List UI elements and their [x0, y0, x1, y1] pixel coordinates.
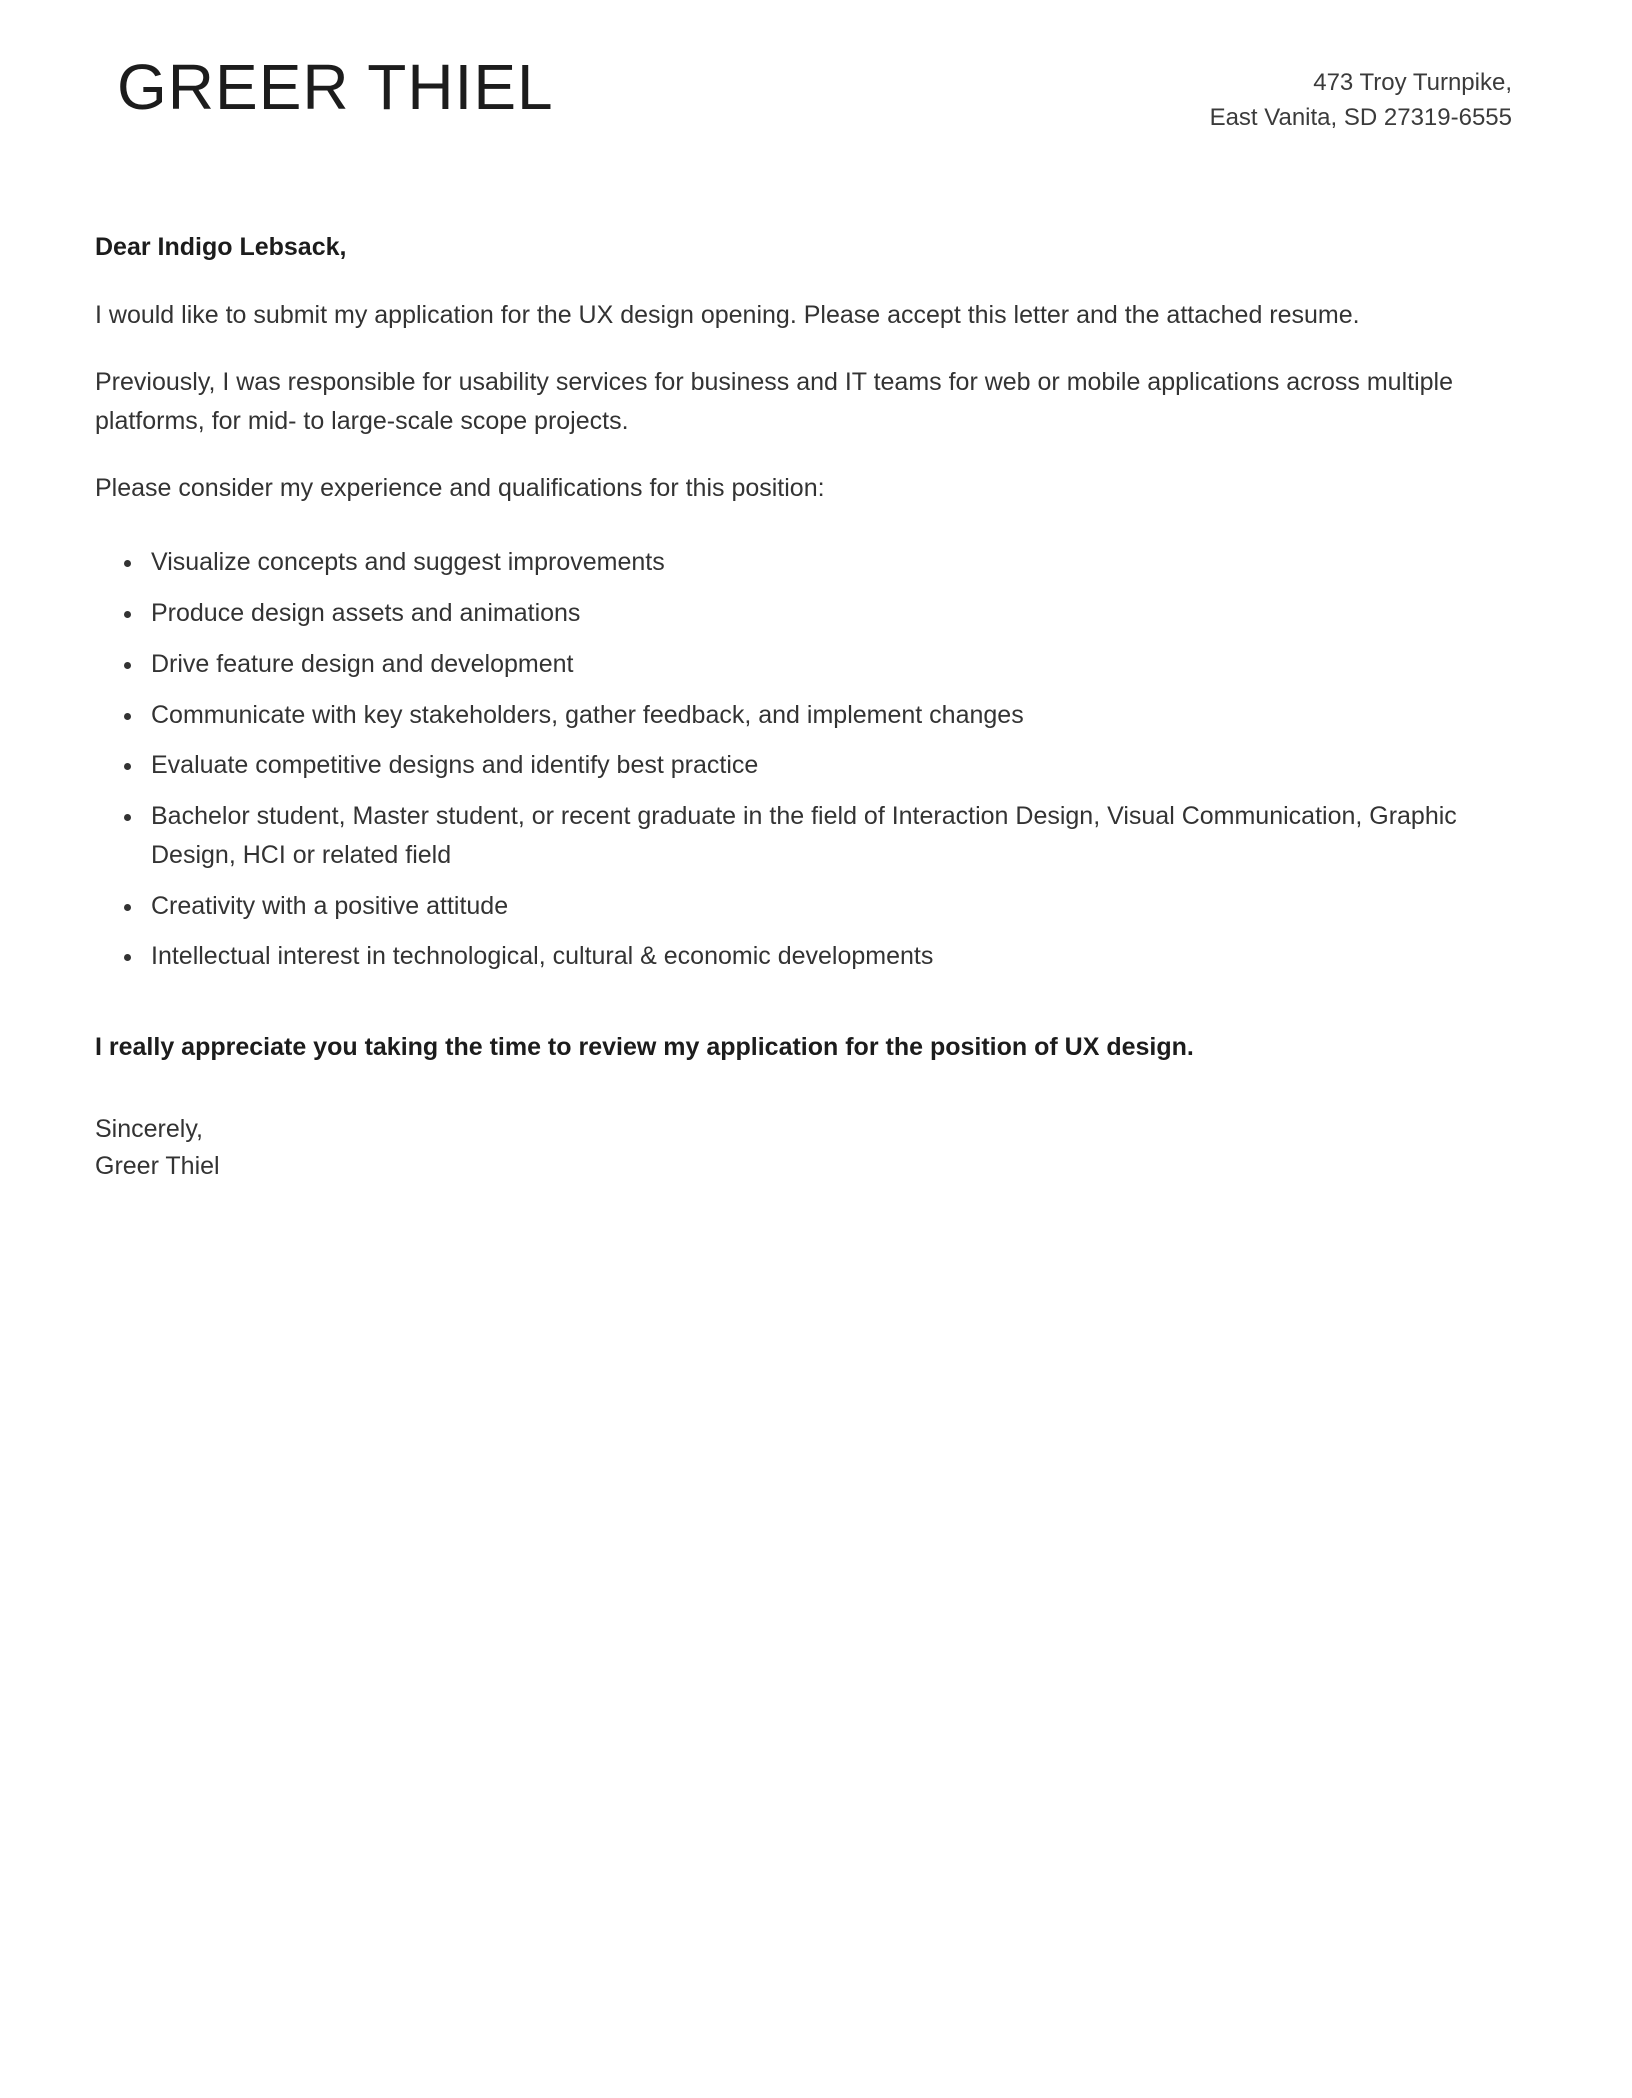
sender-address — [1210, 52, 1512, 136]
salutation: Dear Indigo Lebsack, — [95, 232, 347, 261]
sender-address-line-2: East Vanita, SD 27319-6555 — [1209, 103, 1512, 131]
signature-name: Greer Thiel — [95, 1152, 220, 1181]
letter-header — [95, 52, 1512, 136]
list-item: • Evaluate competitive designs and identify best practice — [145, 746, 1512, 785]
list-item: • Visualize concepts and suggest improvements — [145, 543, 1512, 582]
list-item: • Produce design assets and animations — [145, 594, 1512, 633]
list-item: • Creativity with a positive attitude — [145, 887, 1512, 926]
qualifications-intro: Please consider my experience and qualifications for this position: — [95, 473, 825, 502]
closing-statement: I really appreciate you taking the time to review my application for the position of UX design. — [95, 1033, 1194, 1062]
intro-paragraph: I would like to submit my application for the UX design opening. Please accept this letter and the attached resume. — [95, 301, 1360, 330]
list-item: • Drive feature design and development — [145, 645, 1512, 684]
letter-body — [95, 228, 1512, 1186]
list-item: • Communicate with key stakeholders, gather feedback, and implement changes — [145, 696, 1512, 735]
qualifications-list — [95, 543, 1512, 976]
sender-name: GREER THIEL — [117, 51, 554, 123]
sender-address-line-1: 473 Troy Turnpike, — [1313, 69, 1512, 96]
signoff-block — [95, 1111, 1512, 1186]
experience-paragraph: Previously, I was responsible for usability services for business and IT teams for web or mobile applications across multiple platforms, for mid- to large-scale scope projects. — [95, 368, 1453, 435]
signoff: Sincerely, — [95, 1114, 203, 1143]
list-item: • Bachelor student, Master student, or recent graduate in the field of Interaction Design, Visual Communication, Graphic Design, HCI or related field — [145, 797, 1512, 875]
list-item: • Intellectual interest in technological, cultural & economic developments — [145, 937, 1512, 976]
